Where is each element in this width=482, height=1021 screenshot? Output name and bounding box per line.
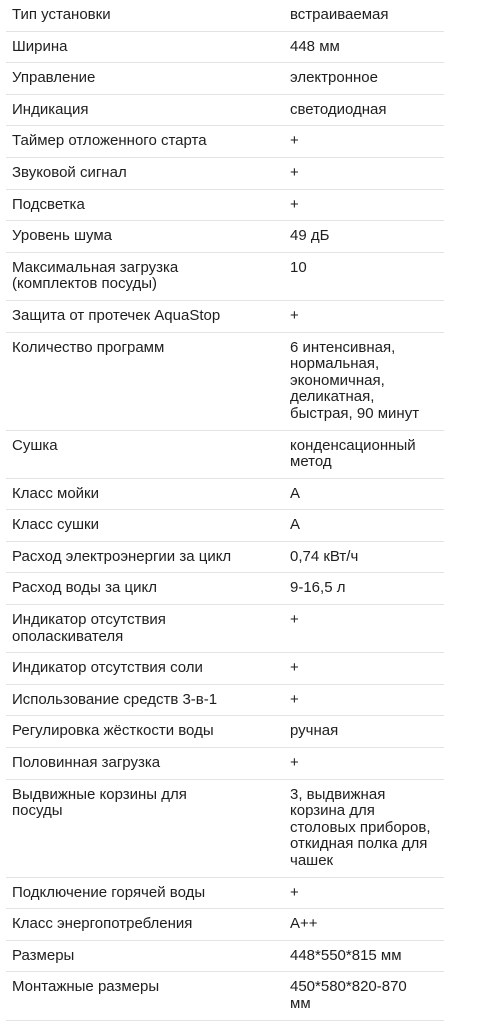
spec-name: Защита от протечек AquaStop	[6, 300, 278, 332]
table-row	[6, 332, 444, 430]
table-row	[6, 748, 444, 780]
table-row	[6, 221, 444, 253]
spec-name: Использование средств 3-в-1	[6, 684, 278, 716]
specs-table-body	[6, 0, 444, 1020]
spec-name: Размеры	[6, 940, 278, 972]
spec-value: A++	[278, 909, 444, 941]
spec-name: Расход электроэнергии за цикл	[6, 541, 278, 573]
spec-value: +	[278, 126, 444, 158]
spec-value: +	[278, 189, 444, 221]
specs-table	[6, 0, 444, 1021]
spec-value: +	[278, 748, 444, 780]
spec-name: Уровень шума	[6, 221, 278, 253]
table-row	[6, 430, 444, 478]
spec-value: электронное	[278, 63, 444, 95]
spec-name: Класс мойки	[6, 478, 278, 510]
spec-name: Расход воды за цикл	[6, 573, 278, 605]
spec-name: Количество программ	[6, 332, 278, 430]
spec-name: Подключение горячей воды	[6, 877, 278, 909]
spec-value: +	[278, 300, 444, 332]
table-row	[6, 94, 444, 126]
spec-name: Таймер отложенного старта	[6, 126, 278, 158]
spec-name: Регулировка жёсткости воды	[6, 716, 278, 748]
spec-name: Индикация	[6, 94, 278, 126]
spec-value: 448*550*815 мм	[278, 940, 444, 972]
table-row	[6, 510, 444, 542]
spec-value: ручная	[278, 716, 444, 748]
spec-value: 10	[278, 252, 444, 300]
spec-name: Максимальная загрузка (комплектов посуды)	[6, 252, 278, 300]
spec-name: Тип установки	[6, 0, 278, 31]
spec-name: Подсветка	[6, 189, 278, 221]
spec-name: Индикатор отсутствия соли	[6, 653, 278, 685]
table-row	[6, 940, 444, 972]
spec-value: 49 дБ	[278, 221, 444, 253]
table-row	[6, 877, 444, 909]
spec-value: +	[278, 877, 444, 909]
table-row	[6, 653, 444, 685]
table-row	[6, 573, 444, 605]
table-row	[6, 605, 444, 653]
spec-name: Выдвижные корзины для посуды	[6, 779, 278, 877]
spec-name: Монтажные размеры	[6, 972, 278, 1020]
spec-name: Класс сушки	[6, 510, 278, 542]
spec-name: Ширина	[6, 31, 278, 63]
table-row	[6, 716, 444, 748]
spec-name: Индикатор отсутствия ополаскивателя	[6, 605, 278, 653]
table-row	[6, 909, 444, 941]
spec-value: 6 интенсивная, нормальная, экономичная, деликатная, быстрая, 90 минут	[278, 332, 444, 430]
table-row	[6, 972, 444, 1020]
spec-value: 450*580*820-870 мм	[278, 972, 444, 1020]
spec-name: Звуковой сигнал	[6, 157, 278, 189]
table-row	[6, 0, 444, 31]
spec-value: 448 мм	[278, 31, 444, 63]
spec-value: светодиодная	[278, 94, 444, 126]
table-row	[6, 478, 444, 510]
table-row	[6, 300, 444, 332]
spec-value: +	[278, 157, 444, 189]
spec-name: Класс энергопотребления	[6, 909, 278, 941]
spec-value: +	[278, 605, 444, 653]
spec-name: Управление	[6, 63, 278, 95]
spec-value: встраиваемая	[278, 0, 444, 31]
spec-value: конденсационный метод	[278, 430, 444, 478]
spec-value: A	[278, 478, 444, 510]
spec-value: 0,74 кВт/ч	[278, 541, 444, 573]
spec-name: Половинная загрузка	[6, 748, 278, 780]
table-row	[6, 684, 444, 716]
spec-value: +	[278, 684, 444, 716]
table-row	[6, 779, 444, 877]
table-row	[6, 157, 444, 189]
spec-value: A	[278, 510, 444, 542]
table-row	[6, 31, 444, 63]
spec-value: +	[278, 653, 444, 685]
table-row	[6, 189, 444, 221]
table-row	[6, 126, 444, 158]
spec-name: Сушка	[6, 430, 278, 478]
table-row	[6, 252, 444, 300]
spec-value: 3, выдвижная корзина для столовых приборов, откидная полка для чашек	[278, 779, 444, 877]
table-row	[6, 63, 444, 95]
spec-value: 9-16,5 л	[278, 573, 444, 605]
table-row	[6, 541, 444, 573]
